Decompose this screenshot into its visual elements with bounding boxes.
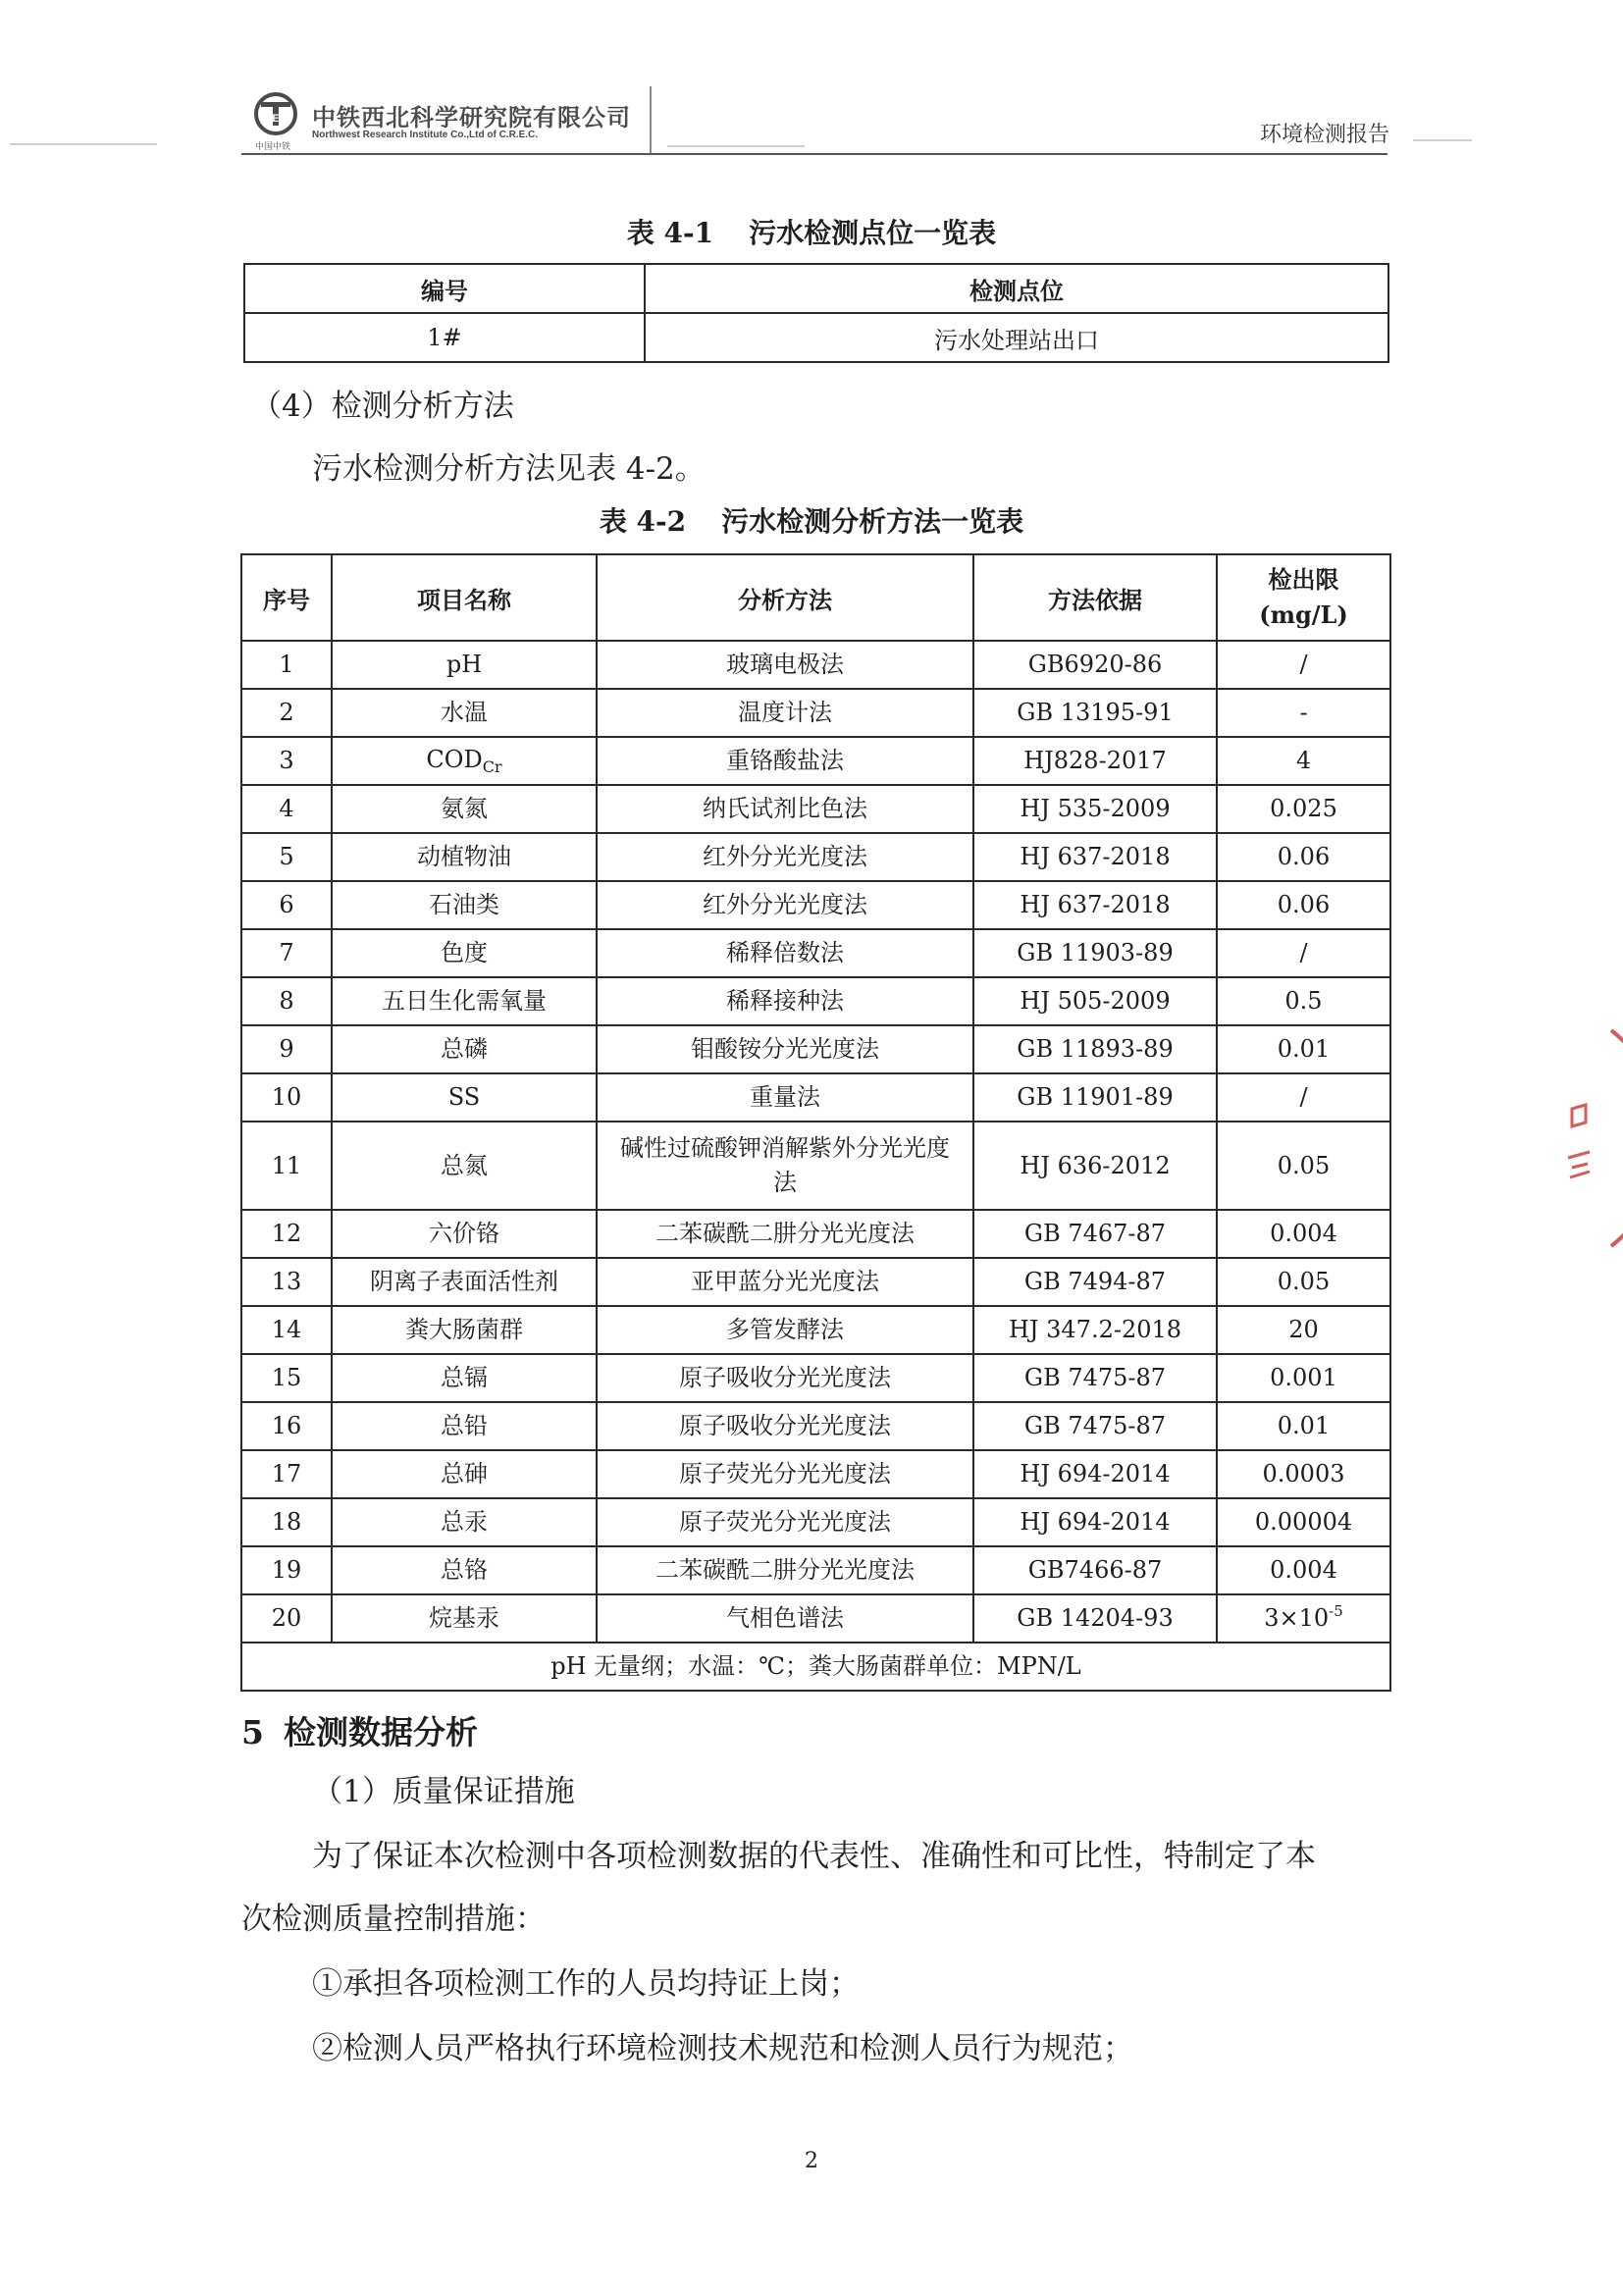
table-cell: 总铬 (332, 1546, 597, 1594)
table1-title: 污水检测点位一览表 (749, 217, 997, 249)
table-cell: 20 (241, 1594, 332, 1643)
table-row (241, 1122, 1390, 1210)
table-cell: 0.004 (1217, 1210, 1390, 1258)
table-row (241, 929, 1390, 977)
table-row (241, 641, 1390, 689)
table-cell: 温度计法 (597, 689, 973, 737)
table-cell: 阴离子表面活性剂 (332, 1258, 597, 1306)
table-cell: GB 11901-89 (973, 1073, 1217, 1122)
paragraph: 污水检测分析方法见表 4-2。 (312, 451, 706, 487)
table-cell: 15 (241, 1354, 332, 1402)
paragraph-line: 次检测质量控制措施： (241, 1902, 546, 1937)
measure-item: ②检测人员严格执行环境检测技术规范和检测人员行为规范； (312, 2031, 1133, 2066)
table-cell: 二苯碳酰二肼分光光度法 (597, 1210, 973, 1258)
table-cell: 重量法 (597, 1073, 973, 1122)
table-cell: 0.00004 (1217, 1498, 1390, 1546)
table-cell: 原子吸收分光光度法 (597, 1354, 973, 1402)
logo-text: REC (264, 113, 288, 125)
alkylhg-exponent: -5 (1329, 1602, 1343, 1621)
table-cell: 多管发酵法 (597, 1306, 973, 1354)
table-cell: 原子吸收分光光度法 (597, 1402, 973, 1450)
scan-mark (10, 143, 157, 145)
header-cell: 方法依据 (973, 554, 1217, 641)
section-item-heading: （4）检测分析方法 (251, 389, 514, 424)
section-title: 检测数据分析 (283, 1713, 478, 1751)
table-row (244, 313, 1388, 362)
table-row (241, 1210, 1390, 1258)
table-cell: 稀释倍数法 (597, 929, 973, 977)
table-cell: 总氮 (332, 1122, 597, 1210)
section-number: 5 (241, 1713, 264, 1751)
table-cell: 7 (241, 929, 332, 977)
table-cell: 16 (241, 1402, 332, 1450)
table-cell: / (1217, 1073, 1390, 1122)
table-note: pH 无量纲；水温：℃；粪大肠菌群单位：MPN/L (241, 1643, 1390, 1691)
company-name-cn: 中铁西北科学研究院有限公司 (312, 104, 631, 131)
table-cell: 12 (241, 1210, 332, 1258)
table-cell: 总砷 (332, 1450, 597, 1498)
table-cell: 原子荧光分光光度法 (597, 1450, 973, 1498)
scan-mark (1413, 139, 1472, 141)
header-divider (650, 86, 652, 155)
cod-label: COD (426, 746, 483, 774)
table-cell: 0.5 (1217, 977, 1390, 1025)
table-cell: 4 (1217, 737, 1390, 785)
table-cell: 粪大肠菌群 (332, 1306, 597, 1354)
table-cell: 五日生化需氧量 (332, 977, 597, 1025)
table-cell: 总铅 (332, 1402, 597, 1450)
table-cell: HJ 637-2018 (973, 833, 1217, 881)
table-cell: 0.06 (1217, 881, 1390, 929)
table-cell: 气相色谱法 (597, 1594, 973, 1643)
table-cell: 烷基汞 (332, 1594, 597, 1643)
table-cell: 11 (241, 1122, 332, 1210)
table-cell: 13 (241, 1258, 332, 1306)
table1-caption (0, 212, 1623, 251)
table-cell: GB6920-86 (973, 641, 1217, 689)
table-cell: 20 (1217, 1306, 1390, 1354)
table-cell: 18 (241, 1498, 332, 1546)
table-row (241, 785, 1390, 833)
table-row (241, 689, 1390, 737)
header-limit-unit: (mg/L) (1259, 600, 1348, 629)
table-cell: 9 (241, 1025, 332, 1073)
table-cell: 动植物油 (332, 833, 597, 881)
section-item-heading: （1）质量保证措施 (312, 1774, 575, 1809)
table-cell: 钼酸铵分光光度法 (597, 1025, 973, 1073)
table-cell: 总磷 (332, 1025, 597, 1073)
table-row (241, 977, 1390, 1025)
table-cell: - (1217, 689, 1390, 737)
table-cell: 石油类 (332, 881, 597, 929)
scan-mark (667, 145, 805, 147)
table-cell: 碱性过硫酸钾消解紫外分光光度法 (597, 1122, 973, 1210)
table-cell: 0.001 (1217, 1354, 1390, 1402)
table-cell: 3 (241, 737, 332, 785)
table-cell: HJ 694-2014 (973, 1450, 1217, 1498)
table-cell: HJ 347.2-2018 (973, 1306, 1217, 1354)
table-cell: 纳氏试剂比色法 (597, 785, 973, 833)
header-cell: 分析方法 (597, 554, 973, 641)
cod-subscript: Cr (482, 757, 502, 777)
table-row (241, 737, 1390, 785)
table-cell: GB 7494-87 (973, 1258, 1217, 1306)
alkylhg-base: 3×10 (1264, 1604, 1330, 1633)
section-heading (241, 1707, 478, 1753)
table-cell: 重铬酸盐法 (597, 737, 973, 785)
table-cell: 六价铬 (332, 1210, 597, 1258)
header-cell-limit (1217, 554, 1390, 641)
table-cell: 17 (241, 1450, 332, 1498)
table-cell: 6 (241, 881, 332, 929)
table-analysis-methods (240, 553, 1391, 1692)
table1-number: 表 4-1 (626, 217, 714, 249)
table2-caption (0, 500, 1623, 540)
table-cell: HJ 694-2014 (973, 1498, 1217, 1546)
table-cell: GB 14204-93 (973, 1594, 1217, 1643)
table-cell: 0.06 (1217, 833, 1390, 881)
table-cell: 0.025 (1217, 785, 1390, 833)
table-row (241, 1546, 1390, 1594)
table-row (241, 833, 1390, 881)
header-limit-label: 检出限 (1268, 565, 1339, 594)
table-cell: 8 (241, 977, 332, 1025)
table-cell: GB 7475-87 (973, 1402, 1217, 1450)
table-sampling-points (243, 263, 1389, 363)
table-cell: 二苯碳酰二肼分光光度法 (597, 1546, 973, 1594)
table-row (241, 881, 1390, 929)
table-cell: GB 13195-91 (973, 689, 1217, 737)
measure-item: ①承担各项检测工作的人员均持证上岗； (312, 1966, 860, 2002)
table-row (241, 1594, 1390, 1643)
table-note-row (241, 1643, 1390, 1691)
paragraph-line: 为了保证本次检测中各项检测数据的代表性、准确性和可比性，特制定了本 (312, 1839, 1316, 1874)
table-cell: HJ 505-2009 (973, 977, 1217, 1025)
table-cell: GB 11903-89 (973, 929, 1217, 977)
table-cell: HJ828-2017 (973, 737, 1217, 785)
report-title: 环境检测报告 (1259, 123, 1389, 147)
table-cell: 污水处理站出口 (645, 313, 1388, 362)
official-stamp-fragment (1543, 1020, 1623, 1256)
table-header-row (244, 264, 1388, 313)
table-cell: 1 (241, 641, 332, 689)
table-row (241, 1025, 1390, 1073)
table-cell: 亚甲蓝分光光度法 (597, 1258, 973, 1306)
table-cell: / (1217, 641, 1390, 689)
table-cell: HJ 637-2018 (973, 881, 1217, 929)
table-cell: GB 11893-89 (973, 1025, 1217, 1073)
header-cell: 编号 (244, 264, 645, 313)
table-row (241, 1258, 1390, 1306)
table-cell-alkyl-limit (1217, 1594, 1390, 1643)
table-cell: 10 (241, 1073, 332, 1122)
table2-title: 污水检测分析方法一览表 (721, 505, 1024, 538)
table-cell: 0.0003 (1217, 1450, 1390, 1498)
header-cell: 序号 (241, 554, 332, 641)
table-row (241, 1450, 1390, 1498)
table-row (241, 1402, 1390, 1450)
logo-tag: 中国中铁 (255, 142, 291, 152)
table-cell: 玻璃电极法 (597, 641, 973, 689)
table-cell: / (1217, 929, 1390, 977)
table-cell-cod (332, 737, 597, 785)
company-name-en: Northwest Research Institute Co.,Ltd of C.R.E.C. (312, 130, 539, 140)
table-cell: 0.05 (1217, 1258, 1390, 1306)
table-header-row (241, 554, 1390, 641)
table-cell: GB 7475-87 (973, 1354, 1217, 1402)
table-cell: 4 (241, 785, 332, 833)
table2-number: 表 4-2 (599, 505, 687, 538)
table-row (241, 1073, 1390, 1122)
table-row (241, 1354, 1390, 1402)
table-cell: SS (332, 1073, 597, 1122)
table-cell: 0.05 (1217, 1122, 1390, 1210)
table-cell: 总汞 (332, 1498, 597, 1546)
table-cell: 0.01 (1217, 1025, 1390, 1073)
table-cell: 稀释接种法 (597, 977, 973, 1025)
header-rule (241, 153, 1387, 155)
table-row (241, 1306, 1390, 1354)
table-cell: 原子荧光分光光度法 (597, 1498, 973, 1546)
header-cell: 检测点位 (645, 264, 1388, 313)
table-cell: 0.004 (1217, 1546, 1390, 1594)
table-cell: 14 (241, 1306, 332, 1354)
table-cell: GB7466-87 (973, 1546, 1217, 1594)
table-cell: 1# (244, 313, 645, 362)
table-cell: 5 (241, 833, 332, 881)
table-cell: 色度 (332, 929, 597, 977)
header-cell: 项目名称 (332, 554, 597, 641)
table-cell: 水温 (332, 689, 597, 737)
table-cell: 红外分光光度法 (597, 833, 973, 881)
table-cell: 氨氮 (332, 785, 597, 833)
table-cell: 2 (241, 689, 332, 737)
table-cell: GB 7467-87 (973, 1210, 1217, 1258)
table-row (241, 1498, 1390, 1546)
table-cell: 0.01 (1217, 1402, 1390, 1450)
table-cell: 19 (241, 1546, 332, 1594)
table-cell: pH (332, 641, 597, 689)
table-cell: 红外分光光度法 (597, 881, 973, 929)
table-cell: 总镉 (332, 1354, 597, 1402)
page-number: 2 (805, 2149, 818, 2173)
table-cell: HJ 636-2012 (973, 1122, 1217, 1210)
table-cell: HJ 535-2009 (973, 785, 1217, 833)
